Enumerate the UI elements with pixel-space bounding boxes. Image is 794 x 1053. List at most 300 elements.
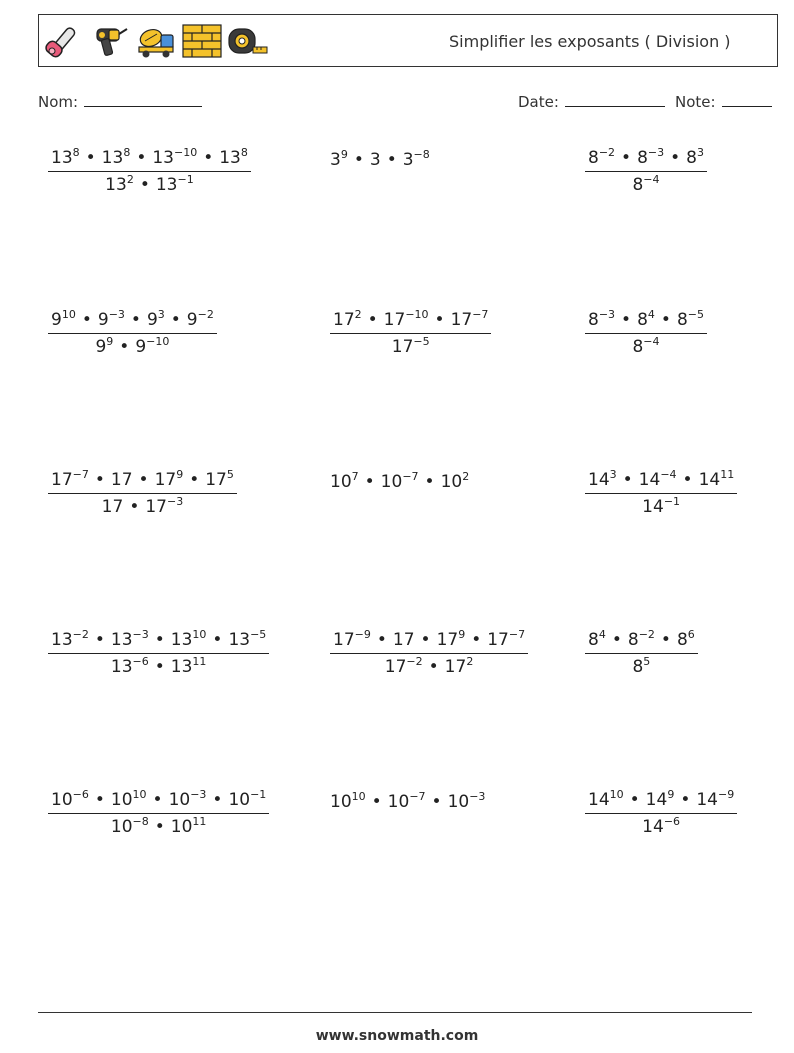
power-term [632, 337, 659, 357]
multiply-dot: • [81, 310, 92, 330]
base: 17 [145, 497, 167, 517]
base: 13 [170, 630, 193, 650]
base: 14 [642, 817, 664, 837]
multiply-dot: • [212, 790, 223, 810]
exponent: 8 [240, 146, 248, 159]
fraction [585, 148, 707, 195]
power-term [437, 630, 466, 650]
base: 8 [627, 630, 639, 650]
base: 17 [110, 470, 133, 490]
power-term [111, 817, 149, 837]
multiply-dot: • [212, 630, 223, 650]
base: 13 [228, 630, 251, 650]
exponent: −7 [472, 308, 489, 321]
base: 13 [110, 630, 133, 650]
exponent: −9 [717, 788, 735, 801]
power-term [639, 470, 677, 490]
multiply-dot: • [353, 150, 364, 170]
power-term [392, 337, 430, 357]
multiply-dot: • [170, 310, 181, 330]
base: 8 [637, 310, 648, 330]
exponent: 2 [354, 308, 362, 321]
date-field[interactable] [518, 92, 665, 111]
exponent: 8 [72, 146, 80, 159]
exponent: −7 [508, 628, 526, 641]
denominator [330, 654, 528, 677]
exponent: −4 [660, 468, 677, 481]
base: 3 [330, 150, 341, 170]
base: 13 [101, 148, 124, 168]
power-term [228, 630, 266, 650]
base: 10 [380, 472, 403, 492]
note-label: Note: [675, 93, 716, 111]
exponent: −3 [132, 628, 149, 641]
power-term [135, 337, 169, 357]
power-term [51, 310, 76, 330]
exponent: −6 [132, 655, 149, 668]
base: 17 [154, 470, 177, 490]
power-term [370, 150, 381, 170]
exponent: −3 [469, 790, 486, 803]
numerator [330, 630, 528, 654]
exponent: 6 [687, 628, 695, 641]
power-term [384, 310, 429, 330]
numerator [585, 310, 707, 334]
numerator [330, 310, 491, 334]
power-term [646, 790, 675, 810]
power-term [205, 470, 234, 490]
multiply-dot: • [364, 472, 375, 492]
power-term [628, 630, 655, 650]
power-term [98, 310, 125, 330]
base: 14 [696, 790, 718, 810]
header-icons [43, 21, 269, 61]
multiply-dot: • [129, 497, 140, 517]
power-term [637, 148, 664, 168]
date-blank[interactable] [565, 92, 665, 107]
base: 17 [205, 470, 227, 490]
power-term [111, 470, 133, 490]
multiply-dot: • [367, 310, 378, 330]
denominator [330, 334, 491, 357]
power-term [699, 470, 735, 490]
power-term [169, 790, 207, 810]
power-term [105, 175, 134, 195]
multiply-dot: • [152, 790, 163, 810]
exponent: 5 [643, 655, 651, 668]
fraction [48, 470, 237, 517]
footer-url: www.snowmath.com [315, 1028, 479, 1044]
multiply-dot: • [138, 470, 149, 490]
base: 13 [105, 175, 127, 195]
denominator [48, 654, 269, 677]
exponent: 4 [647, 308, 655, 321]
numerator [585, 630, 698, 654]
name-label: Nom: [38, 93, 79, 111]
tape-measure-icon [227, 21, 269, 61]
base: 17 [384, 657, 407, 677]
multiply-dot: • [386, 150, 397, 170]
exponent: 3 [609, 468, 617, 481]
denominator [585, 494, 737, 517]
numerator [48, 148, 251, 172]
multiply-dot: • [139, 175, 150, 195]
exponent: −3 [598, 308, 616, 321]
power-term [187, 310, 214, 330]
multiply-dot: • [130, 310, 141, 330]
multiply-dot: • [189, 470, 200, 490]
fraction [585, 470, 737, 517]
exponent: −10 [173, 146, 198, 159]
exponent: −1 [177, 173, 194, 186]
base: 8 [637, 148, 648, 168]
base: 17 [101, 497, 124, 517]
power-term [152, 148, 197, 168]
note-field[interactable] [675, 92, 772, 111]
problem [48, 310, 217, 357]
base: 17 [487, 630, 509, 650]
denominator [585, 654, 698, 677]
power-term [51, 630, 89, 650]
exponent: −10 [405, 308, 429, 321]
exponent: −3 [190, 788, 207, 801]
exponent: 8 [123, 146, 131, 159]
power-term [333, 310, 362, 330]
power-term [219, 148, 248, 168]
exponent: −2 [406, 655, 423, 668]
problem [585, 790, 737, 837]
power-term [677, 630, 695, 650]
base: 8 [588, 630, 599, 650]
power-term [171, 630, 207, 650]
exponent: −4 [643, 335, 660, 348]
base: 17 [333, 310, 355, 330]
multiply-dot: • [119, 337, 130, 357]
note-blank[interactable] [722, 92, 772, 107]
base: 17 [392, 630, 415, 650]
power-term [637, 310, 655, 330]
power-term [333, 630, 371, 650]
base: 9 [95, 337, 107, 357]
multiply-dot: • [154, 630, 165, 650]
power-drill-icon [89, 21, 131, 61]
exponent: −2 [72, 628, 89, 641]
exponent: 7 [351, 470, 359, 483]
problem [330, 472, 469, 492]
numerator [48, 470, 237, 494]
power-term [111, 790, 147, 810]
power-term [448, 792, 486, 812]
multiply-dot: • [471, 630, 482, 650]
exponent: 5 [226, 468, 234, 481]
power-term [102, 148, 131, 168]
base: 13 [51, 148, 73, 168]
base: 13 [152, 148, 174, 168]
fraction [48, 630, 269, 677]
multiply-dot: • [611, 630, 622, 650]
exponent: −7 [402, 470, 419, 483]
exponent: 10 [609, 788, 624, 801]
numerator [585, 148, 707, 172]
problem [330, 792, 485, 812]
exponent: 4 [598, 628, 606, 641]
base: 8 [632, 175, 644, 195]
exponent: 9 [340, 148, 348, 161]
base: 14 [645, 790, 668, 810]
denominator [48, 334, 217, 357]
exponent: −5 [413, 335, 430, 348]
multiply-dot: • [680, 790, 691, 810]
power-term [588, 470, 617, 490]
fraction [330, 630, 528, 677]
power-term [51, 148, 80, 168]
exponent: −3 [108, 308, 125, 321]
exponent: 9 [106, 335, 114, 348]
base: 10 [110, 790, 133, 810]
problem [48, 148, 251, 195]
base: 13 [155, 175, 178, 195]
exponent: −1 [250, 788, 267, 801]
power-term [632, 657, 650, 677]
numerator [48, 310, 217, 334]
exponent: 10 [132, 788, 147, 801]
exponent: −6 [663, 815, 681, 828]
power-term [588, 630, 606, 650]
exponent: −3 [647, 146, 665, 159]
multiply-dot: • [621, 148, 632, 168]
power-term [51, 790, 89, 810]
brick-wall-icon [181, 21, 223, 61]
power-term [330, 472, 359, 492]
base: 10 [447, 792, 470, 812]
exponent: −1 [663, 495, 681, 508]
exponent: 10 [192, 628, 207, 641]
exponent: −2 [598, 146, 616, 159]
multiply-dot: • [660, 310, 671, 330]
base: 8 [632, 657, 644, 677]
power-term [393, 630, 415, 650]
fraction [48, 310, 217, 357]
power-term [677, 310, 704, 330]
exponent: −7 [409, 790, 426, 803]
base: 14 [638, 470, 661, 490]
multiply-dot: • [629, 790, 640, 810]
denominator [48, 172, 251, 195]
base: 8 [676, 630, 688, 650]
power-term [388, 792, 426, 812]
worksheet-title: Simplifier les exposants ( Division ) [449, 32, 731, 51]
exponent: 11 [192, 655, 207, 668]
exponent: 3 [696, 146, 704, 159]
exponent: −2 [197, 308, 214, 321]
multiply-dot: • [424, 472, 435, 492]
base: 17 [333, 630, 355, 650]
base: 14 [642, 497, 664, 517]
multiply-dot: • [94, 790, 105, 810]
power-term [171, 657, 207, 677]
problem [48, 790, 269, 837]
base: 13 [110, 657, 133, 677]
numerator [48, 790, 269, 814]
base: 14 [588, 470, 610, 490]
exponent: 2 [462, 470, 470, 483]
exponent: 11 [192, 815, 207, 828]
base: 14 [588, 790, 610, 810]
base: 10 [330, 792, 352, 812]
worksheet-header [38, 14, 778, 67]
power-term [51, 470, 89, 490]
power-term [441, 472, 470, 492]
problem [585, 630, 698, 677]
multiply-dot: • [136, 148, 147, 168]
numerator [48, 630, 269, 654]
power-term [171, 817, 207, 837]
multiply-dot: • [428, 657, 439, 677]
base: 9 [97, 310, 109, 330]
power-term [588, 310, 615, 330]
denominator [48, 494, 237, 517]
base: 8 [632, 337, 644, 357]
power-term [330, 150, 348, 170]
fraction [48, 148, 251, 195]
date-label: Date: [518, 93, 559, 111]
exponent: −9 [354, 628, 371, 641]
chainsaw-icon [43, 21, 85, 61]
denominator [585, 172, 707, 195]
multiply-dot: • [621, 310, 632, 330]
exponent: −6 [72, 788, 89, 801]
multiply-dot: • [371, 792, 382, 812]
base: 10 [228, 790, 251, 810]
exponent: 10 [351, 790, 366, 803]
exponent: 9 [667, 788, 675, 801]
base: 17 [444, 657, 467, 677]
multiply-dot: • [154, 817, 165, 837]
exponent: −10 [146, 335, 170, 348]
denominator [48, 814, 269, 837]
base: 10 [330, 472, 352, 492]
exponent: −4 [643, 173, 660, 186]
base: 13 [51, 630, 73, 650]
multiply-dot: • [660, 630, 671, 650]
power-term [385, 657, 423, 677]
exponent: 11 [720, 468, 735, 481]
power-term [487, 630, 525, 650]
multiply-dot: • [94, 470, 105, 490]
power-term [451, 310, 489, 330]
exponent: −3 [166, 495, 184, 508]
base: 10 [440, 472, 463, 492]
exponent: 10 [61, 308, 76, 321]
base: 3 [369, 150, 381, 170]
fraction [585, 630, 698, 677]
problem [48, 470, 237, 517]
base: 3 [402, 150, 414, 170]
numerator [585, 470, 737, 494]
power-term [403, 150, 430, 170]
denominator [585, 334, 707, 357]
multiply-dot: • [94, 630, 105, 650]
exponent: −8 [132, 815, 149, 828]
base: 17 [383, 310, 406, 330]
base: 17 [450, 310, 473, 330]
base: 17 [51, 470, 73, 490]
exponent: 3 [157, 308, 165, 321]
base: 10 [110, 817, 133, 837]
exponent: 2 [466, 655, 474, 668]
multiply-dot: • [203, 148, 214, 168]
base: 13 [219, 148, 241, 168]
power-term [330, 792, 366, 812]
numerator [585, 790, 737, 814]
exponent: 9 [176, 468, 184, 481]
exponent: −7 [72, 468, 89, 481]
base: 8 [588, 148, 599, 168]
power-term [642, 497, 680, 517]
power-term [147, 310, 165, 330]
power-term [686, 148, 704, 168]
name-field[interactable] [38, 92, 202, 111]
problem [330, 310, 491, 357]
multiply-dot: • [420, 630, 431, 650]
power-term [155, 470, 184, 490]
power-term [145, 497, 183, 517]
base: 9 [135, 337, 147, 357]
base: 10 [170, 817, 193, 837]
problem [585, 148, 707, 195]
exponent: −2 [638, 628, 655, 641]
base: 10 [387, 792, 410, 812]
base: 14 [698, 470, 721, 490]
base: 9 [186, 310, 198, 330]
power-term [588, 790, 624, 810]
multiply-dot: • [682, 470, 693, 490]
fraction [585, 790, 737, 837]
fraction [585, 310, 707, 357]
fraction [330, 310, 491, 357]
fraction [48, 790, 269, 837]
multiply-dot: • [376, 630, 387, 650]
base: 10 [168, 790, 191, 810]
base: 17 [436, 630, 459, 650]
problem [585, 310, 707, 357]
problem [585, 470, 737, 517]
power-term [111, 657, 149, 677]
power-term [111, 630, 149, 650]
multiply-dot: • [434, 310, 445, 330]
multiply-dot: • [85, 148, 96, 168]
power-term [156, 175, 194, 195]
problem [330, 150, 430, 170]
power-term [228, 790, 266, 810]
base: 8 [588, 310, 599, 330]
exponent: −5 [687, 308, 704, 321]
power-term [696, 790, 734, 810]
problem [330, 630, 528, 677]
base: 10 [51, 790, 73, 810]
exponent: 2 [126, 173, 134, 186]
exponent: −5 [250, 628, 267, 641]
name-blank[interactable] [84, 92, 202, 107]
multiply-dot: • [154, 657, 165, 677]
denominator [585, 814, 737, 837]
power-term [102, 497, 124, 517]
power-term [642, 817, 680, 837]
power-term [381, 472, 419, 492]
power-term [588, 148, 615, 168]
cement-mixer-truck-icon [135, 21, 177, 61]
base: 8 [686, 148, 697, 168]
